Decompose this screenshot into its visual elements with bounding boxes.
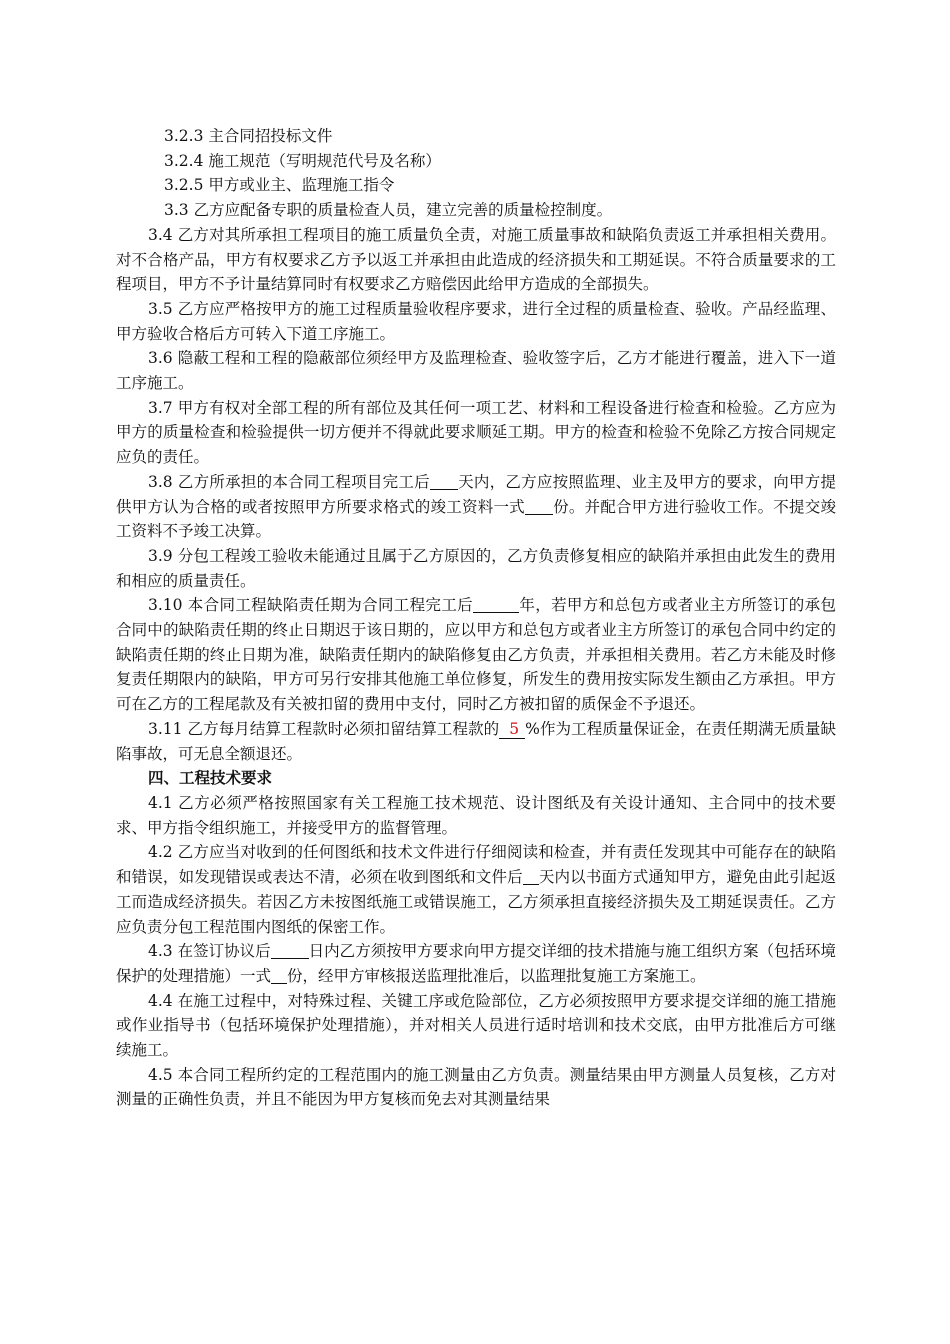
clause-4-3-part3: 份，经甲方审核报送监理批准后，以监理批复施工方案施工。 — [287, 966, 706, 985]
clause-3-9: 3.9 分包工程竣工验收未能通过且属于乙方原因的，乙方负责修复相应的缺陷并承担由此发生的费用和相应的质量责任。 — [116, 546, 836, 590]
clause-4-2-part2: 天内以书面方式通知甲方，避免由此引起返工而造成经济损失。若因乙方未按图纸施工或错误施工，乙方须承担直接经济损失及工期延误责任。乙方应负责分包工程范围内图纸的保密工作。 — [116, 868, 836, 936]
section-heading-4: 四、工程技术要求 — [148, 768, 273, 788]
clause-3-3: 3.3 乙方应配备专职的质量检查人员，建立完善的质量检控制度。 — [164, 201, 613, 220]
clause-3-2-5: 3.2.5 甲方或业主、监理施工指令 — [164, 176, 395, 195]
clause-4-2-part1: 4.2 乙方应当对收到的任何图纸和技术文件进行仔细阅读和检查，并有责任发现其中可能存在的缺陷和错误，如发现错误或表达不清，必须在收到图纸和文件后 — [116, 843, 836, 887]
clause-3-2-3: 3.2.3 主合同招投标文件 — [164, 127, 333, 145]
retention-percentage-value[interactable]: 5 — [499, 720, 525, 739]
blank-field[interactable] — [271, 940, 309, 959]
clause-4-3-part2: 日内乙方须按甲方要求向甲方提交详细的技术措施与施工组织方案（包括环境保护的处理措施）一式 — [116, 942, 836, 985]
clause-3-10-part1: 3.10 本合同工程缺陷责任期为合同工程完工后 — [148, 596, 474, 615]
blank-field[interactable] — [525, 496, 553, 515]
clause-3-2-4: 3.2.4 施工规范（写明规范代号及名称） — [164, 151, 441, 170]
clause-4-3 — [116, 939, 836, 988]
clause-3-8 — [116, 470, 836, 544]
clause-3-7: 3.7 甲方有权对全部工程的所有部位及其任何一项工艺、材料和工程设备进行检查和检验。乙方应为甲方的质量检查和检验提供一切方便并不得就此要求顺延工期。甲方的检查和检验不免除乙方按合同规定应负的责任。 — [116, 398, 836, 467]
clause-4-2 — [116, 840, 836, 939]
blank-field[interactable] — [523, 866, 539, 885]
clause-3-5: 3.5 乙方应严格按甲方的施工过程质量验收程序要求，进行全过程的质量检查、验收。产品经监理、甲方验收合格后方可转入下道工序施工。 — [116, 299, 836, 343]
clause-3-6: 3.6 隐蔽工程和工程的隐蔽部位须经甲方及监理检查、验收签字后，乙方才能进行覆盖，进入下一道工序施工。 — [116, 349, 836, 393]
clause-3-11-part1: 3.11 乙方每月结算工程款时必须扣留结算工程款的 — [148, 719, 500, 738]
clause-3-8-part3: 份。并配合甲方进行验收工作。不提交竣工资料不予竣工决算。 — [116, 497, 836, 541]
clause-3-11 — [116, 717, 836, 766]
clause-3-8-part2: 天内，乙方应按照监理、业主及甲方的要求，向甲方提供甲方认为合格的或者按照甲方所要求格式的竣工资料一式 — [116, 472, 836, 516]
clause-3-10-part2: 年，若甲方和总包方或者业主方所签订的承包合同中的缺陷责任期的终止日期迟于该日期的，应以甲方和总包方或者业主方所签订的承包合同中约定的缺陷责任期的终止日期为准，缺陷责任期内的缺陷修复由乙方负责，并承担相关费用。若乙方未能及时修复责任期限内的缺陷，甲方可另行安排其他施工单位修复，所发生的费用按实际发生额由乙方承担。甲方可在乙方的工程尾款及有关被扣留的费用中支付，同时乙方被扣留的质保金不予退还。 — [116, 596, 836, 714]
blank-field[interactable] — [473, 594, 519, 613]
clause-3-4: 3.4 乙方对其所承担工程项目的施工质量负全责，对施工质量事故和缺陷负责返工并承担相关费用。对不合格产品，甲方有权要求乙方予以返工并承担由此造成的经济损失和工期延误。不符合质量要求的工程项目，甲方不予计量结算同时有权要求乙方赔偿因此给甲方造成的全部损失。 — [116, 225, 836, 294]
clause-4-3-part1: 4.3 在签订协议后 — [148, 942, 271, 961]
clause-4-4: 4.4 在施工过程中，对特殊过程、关键工序或危险部位，乙方必须按照甲方要求提交详细的施工措施或作业指导书（包括环境保护处理措施），并对相关人员进行适时培训和技术交底，由甲方批准后方可继续施工。 — [116, 991, 836, 1060]
clause-3-8-part1: 3.8 乙方所承担的本合同工程项目完工后 — [148, 472, 430, 491]
blank-field[interactable] — [271, 965, 287, 984]
clause-3-11-part2: %作为工程质量保证金，在责任期满无质量缺陷事故，可无息全额退还。 — [116, 719, 836, 763]
blank-field[interactable] — [430, 471, 458, 490]
clause-3-10 — [116, 593, 836, 717]
clause-4-1: 4.1 乙方必须严格按照国家有关工程施工技术规范、设计图纸及有关设计通知、主合同中的技术要求、甲方指令组织施工，并接受甲方的监督管理。 — [116, 793, 836, 837]
clause-4-5: 4.5 本合同工程所约定的工程范围内的施工测量由乙方负责。测量结果由甲方测量人员复核，乙方对测量的正确性负责，并且不能因为甲方复核而免去对其测量结果 — [116, 1065, 836, 1109]
